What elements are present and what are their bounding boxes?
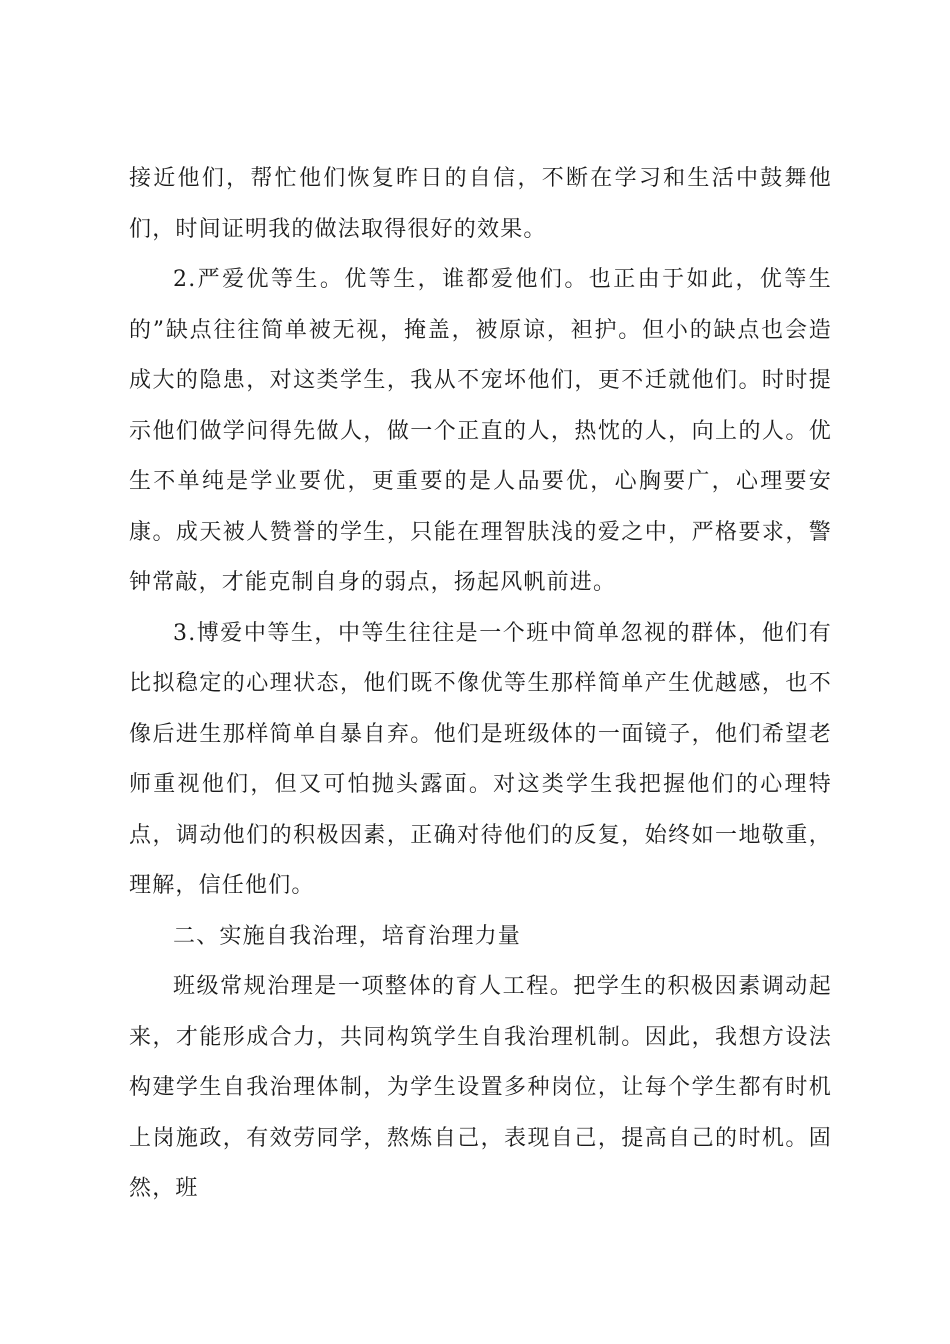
section-heading-self-management: 二、实施自我治理，培育治理力量: [173, 923, 522, 949]
paragraph-class-management: 班级常规治理是一项整体的育人工程。把学生的积极因素调动起来，才能形成合力，共同构筑学生自我治理机制。因此，我想方设法构建学生自我治理体制，为学生设置多种岗位，让每个学生都有时机上岗施政，有效劳同学，熬炼自己，表现自己，提高自己的时机。固然，班: [129, 974, 832, 1201]
document-body: [129, 154, 832, 1215]
paragraph-average-students: 3.博爱中等生，中等生往往是一个班中简单忽视的群体，他们有比拟稳定的心理状态，他们既不像优等生那样简单产生优越感，也不像后进生那样简单自暴自弃。他们是班级体的一面镜子，他们希望老师重视他们，但又可怕抛头露面。对这类学生我把握他们的心理特点，调动他们的积极因素，正确对待他们的反复，始终如一地敬重，理解，信任他们。: [129, 620, 832, 898]
paragraph-excellent-students: 2.严爱优等生。优等生，谁都爱他们。也正由于如此，优等生的”缺点往往简单被无视，掩盖，被原谅，袒护。但小的缺点也会造成大的隐患，对这类学生，我从不宠坏他们，更不迁就他们。时时提示他们做学问得先做人，做一个正直的人，热忱的人，向上的人。优生不单纯是学业要优，更重要的是人品要优，心胸要广，心理要安康。成天被人赞誉的学生，只能在理智肤浅的爱之中，严格要求，警钟常敲，才能克制自身的弱点，扬起风帆前进。: [129, 267, 832, 595]
paragraph-continuation: 接近他们，帮忙他们恢复昨日的自信，不断在学习和生活中鼓舞他们，时间证明我的做法取得很好的效果。: [129, 166, 832, 242]
